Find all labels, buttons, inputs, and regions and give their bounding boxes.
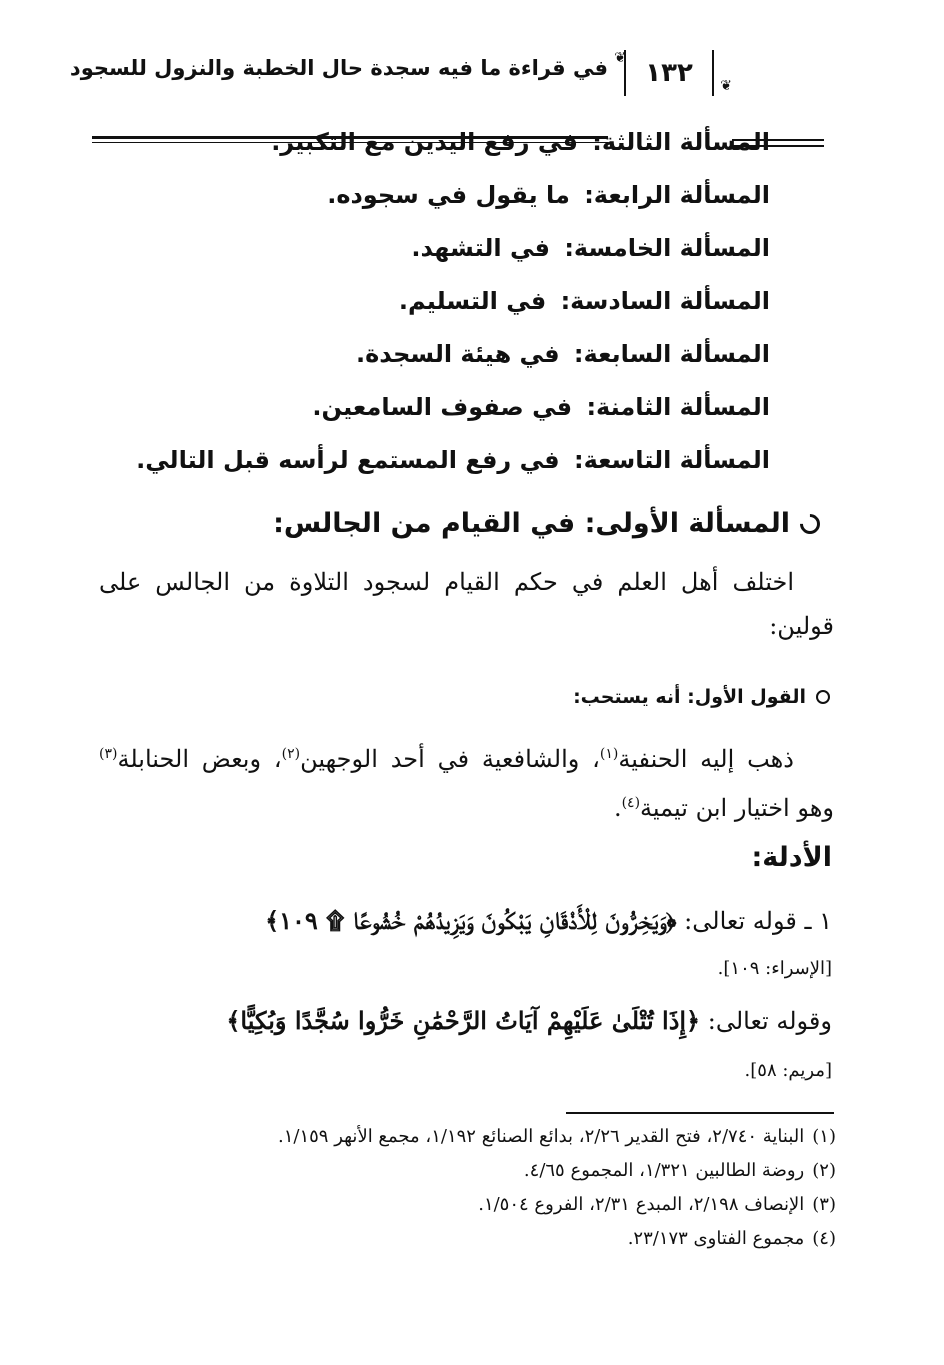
text-run: . — [613, 794, 622, 822]
footnote — [96, 1126, 836, 1160]
circle-bullet-icon — [816, 690, 830, 704]
footnote-number: (٤) — [812, 1228, 836, 1249]
text-run: ، وبعض الحنابلة — [117, 745, 282, 773]
verse-reference: [الإسراء: ١٠٩]. — [717, 958, 832, 979]
text-run: وهو اختيار ابن تيمية — [640, 794, 834, 822]
bullet-icon — [796, 509, 824, 537]
evidence-item — [97, 906, 832, 935]
running-title: في قراءة ما فيه سجدة حال الخطبة والنزول للسجود — [69, 56, 608, 80]
footnote — [96, 1228, 836, 1262]
masala-label: المسألة السابعة: — [573, 340, 770, 368]
masala-label: المسألة السادسة: — [560, 287, 770, 315]
section-heading-text: المسألة الأولى: في القيام من الجالس: — [273, 508, 790, 539]
masala-text: في رفع اليدين مع التكبير. — [271, 128, 578, 156]
text-run: ، والشافعية في أحد الوجهين — [300, 745, 600, 773]
masail-list — [130, 128, 770, 499]
ornament-icon: ❦ — [720, 78, 732, 94]
evidence-prefix: ١ ـ قوله تعالى: — [676, 907, 832, 935]
sub-heading-text: القول الأول: أنه يستحب: — [573, 686, 806, 708]
masala-text: ما يقول في سجوده. — [327, 181, 570, 209]
footnote-number: (٣) — [812, 1194, 836, 1215]
masala-text: في رفع المستمع لرأسه قبل التالي. — [136, 446, 560, 474]
adilla-heading: الأدلة: — [751, 842, 832, 873]
verse-reference: [مريم: ٥٨]. — [744, 1060, 832, 1081]
list-item — [130, 393, 770, 446]
list-item — [130, 234, 770, 287]
footnotes — [96, 1126, 836, 1262]
evidence-item — [97, 1006, 832, 1035]
ornament-icon: ❦ — [614, 50, 626, 66]
masala-text: في التشهد. — [411, 234, 550, 262]
footnote-number: (١) — [812, 1126, 836, 1147]
masala-label: المسألة الثالثة: — [592, 128, 770, 156]
list-item — [130, 446, 770, 499]
list-item — [130, 340, 770, 393]
footnote-ref: (٤) — [621, 795, 641, 811]
footnote-text: الإنصاف ٢/١٩٨، المبدع ٢/٣١، الفروع ١/٥٠٤. — [478, 1194, 805, 1215]
footnote — [96, 1160, 836, 1194]
section-heading — [273, 508, 820, 539]
footnote-divider — [566, 1112, 834, 1114]
footnote-text: مجموع الفتاوى ٢٣/١٧٣. — [627, 1228, 805, 1249]
footnote-ref: (١) — [599, 746, 619, 762]
masala-text: في هيئة السجدة. — [355, 340, 560, 368]
paragraph — [99, 732, 834, 830]
masala-label: المسألة الرابعة: — [584, 181, 770, 209]
footnote-ref: (٢) — [281, 746, 301, 762]
masala-text: في التسليم. — [398, 287, 547, 315]
quran-verse: ﴿وَيَخِرُّونَ لِلْأَذْقَانِ يَبْكُونَ وَيَزِيدُهُمْ خُشُوعًا ۩ ١٠٩﴾ — [265, 906, 677, 935]
page-header — [69, 48, 824, 108]
evidence-prefix: وقوله تعالى: — [700, 1007, 832, 1035]
list-item — [130, 128, 770, 181]
list-item — [130, 287, 770, 340]
masala-text: في صفوف السامعين. — [312, 393, 573, 421]
list-item — [130, 181, 770, 234]
quran-verse: ﴿إِذَا تُتْلَىٰ عَلَيْهِمْ آيَاتُ الرَّحْمَٰنِ خَرُّوا سُجَّدًا وَبُكِيًّا﴾ — [226, 1006, 701, 1035]
footnote-ref: (٣) — [99, 746, 118, 762]
text-run: ذهب إليه الحنفية — [618, 745, 794, 773]
footnote-text: روضة الطالبين ١/٣٢١، المجموع ٤/٦٥. — [523, 1160, 805, 1181]
footnote-number: (٢) — [812, 1160, 836, 1181]
footnote — [96, 1194, 836, 1228]
paragraph: اختلف أهل العلم في حكم القيام لسجود التلاوة من الجالس على قولين: — [99, 568, 834, 640]
footnote-text: البناية ٢/٧٤٠، فتح القدير ٢/٢٦، بدائع الصنائع ١/١٩٢، مجمع الأنهر ١/١٥٩. — [278, 1126, 805, 1147]
page-number: ١٣٢ — [645, 58, 693, 88]
masala-label: المسألة الخامسة: — [564, 234, 770, 262]
sub-heading — [573, 686, 830, 708]
masala-label: المسألة التاسعة: — [573, 446, 770, 474]
masala-label: المسألة الثامنة: — [586, 393, 770, 421]
page-number-frame — [624, 50, 714, 96]
